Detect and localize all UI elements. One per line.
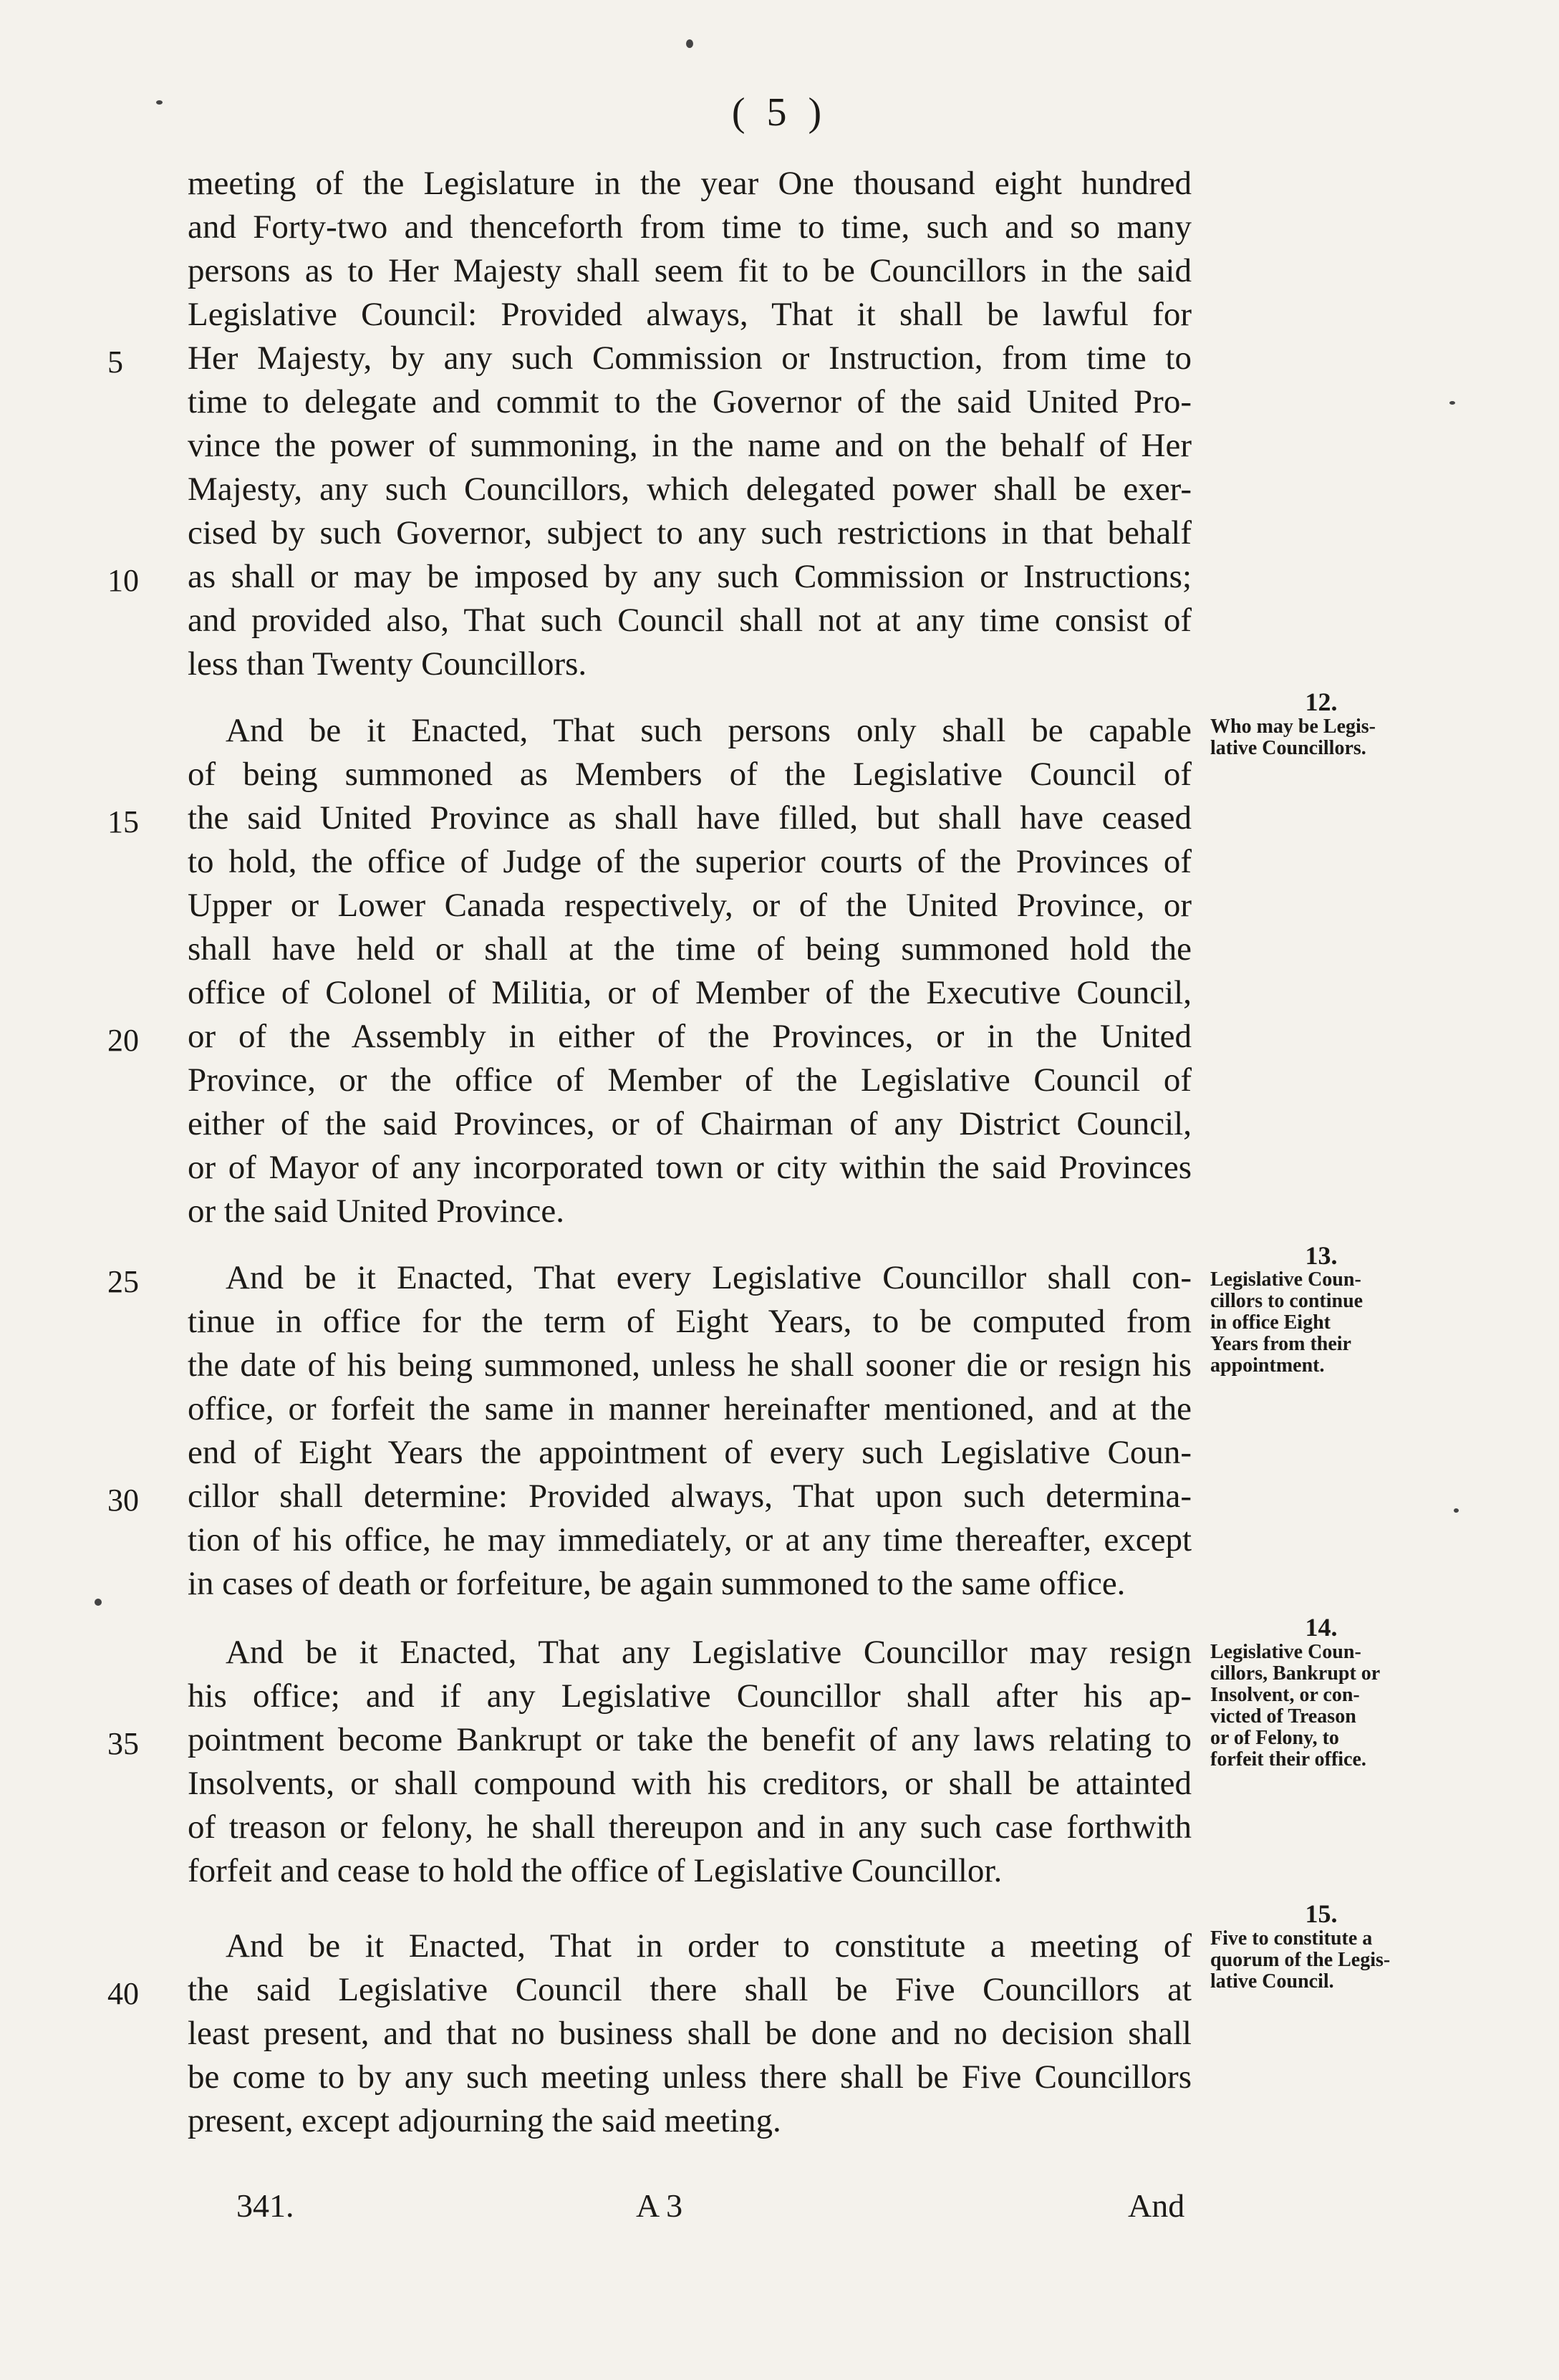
- body-line: present, except adjourning the said meeting.: [188, 2102, 781, 2139]
- ink-speck: [686, 39, 693, 48]
- body-line: of being summoned as Members of the Legislative Council of: [188, 756, 1192, 793]
- margin-note-line: forfeit their office.: [1210, 1748, 1366, 1770]
- margin-note-line: lative Council.: [1210, 1970, 1334, 1993]
- body-line: as shall or may be imposed by any such Commission or Instructions;: [188, 558, 1192, 595]
- margin-note-line: appointment.: [1210, 1354, 1325, 1377]
- body-line: forfeit and cease to hold the office of Legislative Councillor.: [188, 1852, 1003, 1889]
- body-line: Upper or Lower Canada respectively, or of the United Province, or: [188, 887, 1192, 924]
- body-line: cised by such Governor, subject to any such restrictions in that behalf: [188, 514, 1192, 551]
- line-number: 15: [107, 804, 139, 839]
- margin-note-line: Five to constitute a: [1210, 1927, 1373, 1950]
- line-number: 10: [107, 563, 139, 598]
- margin-note-line: victed of Treason: [1210, 1705, 1356, 1728]
- margin-note: [1210, 1642, 1447, 1770]
- body-line: end of Eight Years the appointment of every such Legislative Coun-: [188, 1434, 1192, 1471]
- margin-note-line: Legislative Coun-: [1210, 1641, 1361, 1663]
- body-line: And be it Enacted, That any Legislative Councillor may resign: [226, 1634, 1192, 1671]
- bill-number: 341.: [236, 2187, 294, 2224]
- body-line: And be it Enacted, That in order to constitute a meeting of: [226, 1927, 1192, 1965]
- margin-note: [1210, 1928, 1447, 1993]
- margin-note-line: Years from their: [1210, 1333, 1351, 1355]
- body-line: be come to by any such meeting unless there shall be Five Councillors: [188, 2058, 1192, 2096]
- section-number: 13.: [1305, 1241, 1338, 1270]
- body-line: the date of his being summoned, unless he shall sooner die or resign his: [188, 1346, 1192, 1384]
- body-line: of treason or felony, he shall thereupon and in any such case forthwith: [188, 1808, 1192, 1846]
- margin-note: [1210, 716, 1447, 759]
- body-line: and Forty-two and thenceforth from time to time, such and so many: [188, 208, 1192, 246]
- body-line: And be it Enacted, That such persons only shall be capable: [226, 712, 1192, 749]
- body-line: Majesty, any such Councillors, which delegated power shall be exer-: [188, 471, 1192, 508]
- margin-note-line: Who may be Legis-: [1210, 716, 1376, 738]
- body-line: time to delegate and commit to the Governor of the said United Pro-: [188, 383, 1192, 420]
- body-line: Province, or the office of Member of the Legislative Council of: [188, 1061, 1192, 1099]
- line-number: 35: [107, 1726, 139, 1761]
- section-number: 15.: [1305, 1899, 1338, 1928]
- margin-note-line: cillors, Bankrupt or: [1210, 1662, 1381, 1685]
- body-line: Her Majesty, by any such Commission or Instruction, from time to: [188, 339, 1192, 377]
- body-line: or the said United Province.: [188, 1193, 565, 1230]
- body-line: shall have held or shall at the time of being summoned hold the: [188, 930, 1192, 968]
- body-line: either of the said Provinces, or of Chairman of any District Council,: [188, 1105, 1192, 1142]
- ink-speck: [1449, 401, 1455, 405]
- margin-note-line: lative Councillors.: [1210, 737, 1366, 759]
- margin-note-line: in office Eight: [1210, 1311, 1331, 1334]
- section-number: 12.: [1305, 688, 1338, 716]
- margin-note-line: Legislative Coun-: [1210, 1268, 1361, 1291]
- page-number: ( 5 ): [731, 90, 828, 135]
- body-line: his office; and if any Legislative Councillor shall after his ap-: [188, 1677, 1192, 1715]
- body-line: office of Colonel of Militia, or of Member of the Executive Council,: [188, 974, 1192, 1011]
- body-line: and provided also, That such Council shall not at any time consist of: [188, 602, 1192, 639]
- body-line: tinue in office for the term of Eight Years, to be computed from: [188, 1303, 1192, 1340]
- body-line: pointment become Bankrupt or take the benefit of any laws relating to: [188, 1721, 1192, 1758]
- ink-speck: [95, 1599, 102, 1606]
- body-line: least present, and that no business shall be done and no decision shall: [188, 2015, 1192, 2052]
- ink-speck: [1454, 1508, 1459, 1513]
- margin-note-line: quorum of the Legis-: [1210, 1949, 1391, 1971]
- body-line: persons as to Her Majesty shall seem fit to be Councillors in the said: [188, 252, 1192, 289]
- body-line: Insolvents, or shall compound with his creditors, or shall be attainted: [188, 1765, 1192, 1802]
- body-line: in cases of death or forfeiture, be again summoned to the same office.: [188, 1565, 1126, 1602]
- signature-mark: A 3: [636, 2187, 683, 2224]
- margin-note: [1210, 1269, 1447, 1377]
- section-number: 14.: [1305, 1613, 1338, 1642]
- body-line: And be it Enacted, That every Legislative Councillor shall con-: [226, 1259, 1192, 1296]
- line-number: 30: [107, 1483, 139, 1518]
- body-line: vince the power of summoning, in the name and on the behalf of Her: [188, 427, 1192, 464]
- line-number: 25: [107, 1264, 139, 1299]
- body-line: less than Twenty Councillors.: [188, 645, 587, 683]
- body-line: tion of his office, he may immediately, or at any time thereafter, except: [188, 1521, 1192, 1558]
- body-line: the said United Province as shall have filled, but shall have ceased: [188, 799, 1192, 837]
- margin-note-line: or of Felony, to: [1210, 1727, 1339, 1749]
- body-line: to hold, the office of Judge of the superior courts of the Provinces of: [188, 843, 1192, 880]
- catchword: And: [1128, 2187, 1185, 2224]
- body-line: or of Mayor of any incorporated town or city within the said Provinces: [188, 1149, 1192, 1186]
- body-line: the said Legislative Council there shall be Five Councillors at: [188, 1971, 1192, 2008]
- line-number: 20: [107, 1023, 139, 1058]
- body-line: cillor shall determine: Provided always, That upon such determina-: [188, 1478, 1192, 1515]
- body-line: or of the Assembly in either of the Provinces, or in the United: [188, 1018, 1192, 1055]
- line-number: 40: [107, 1976, 139, 2011]
- body-line: office, or forfeit the same in manner hereinafter mentioned, and at the: [188, 1390, 1192, 1427]
- line-number: 5: [107, 345, 123, 380]
- body-line: Legislative Council: Provided always, That it shall be lawful for: [188, 296, 1192, 333]
- margin-note-line: Insolvent, or con-: [1210, 1684, 1360, 1706]
- margin-note-line: cillors to continue: [1210, 1290, 1363, 1312]
- body-line: meeting of the Legislature in the year One thousand eight hundred: [188, 165, 1192, 202]
